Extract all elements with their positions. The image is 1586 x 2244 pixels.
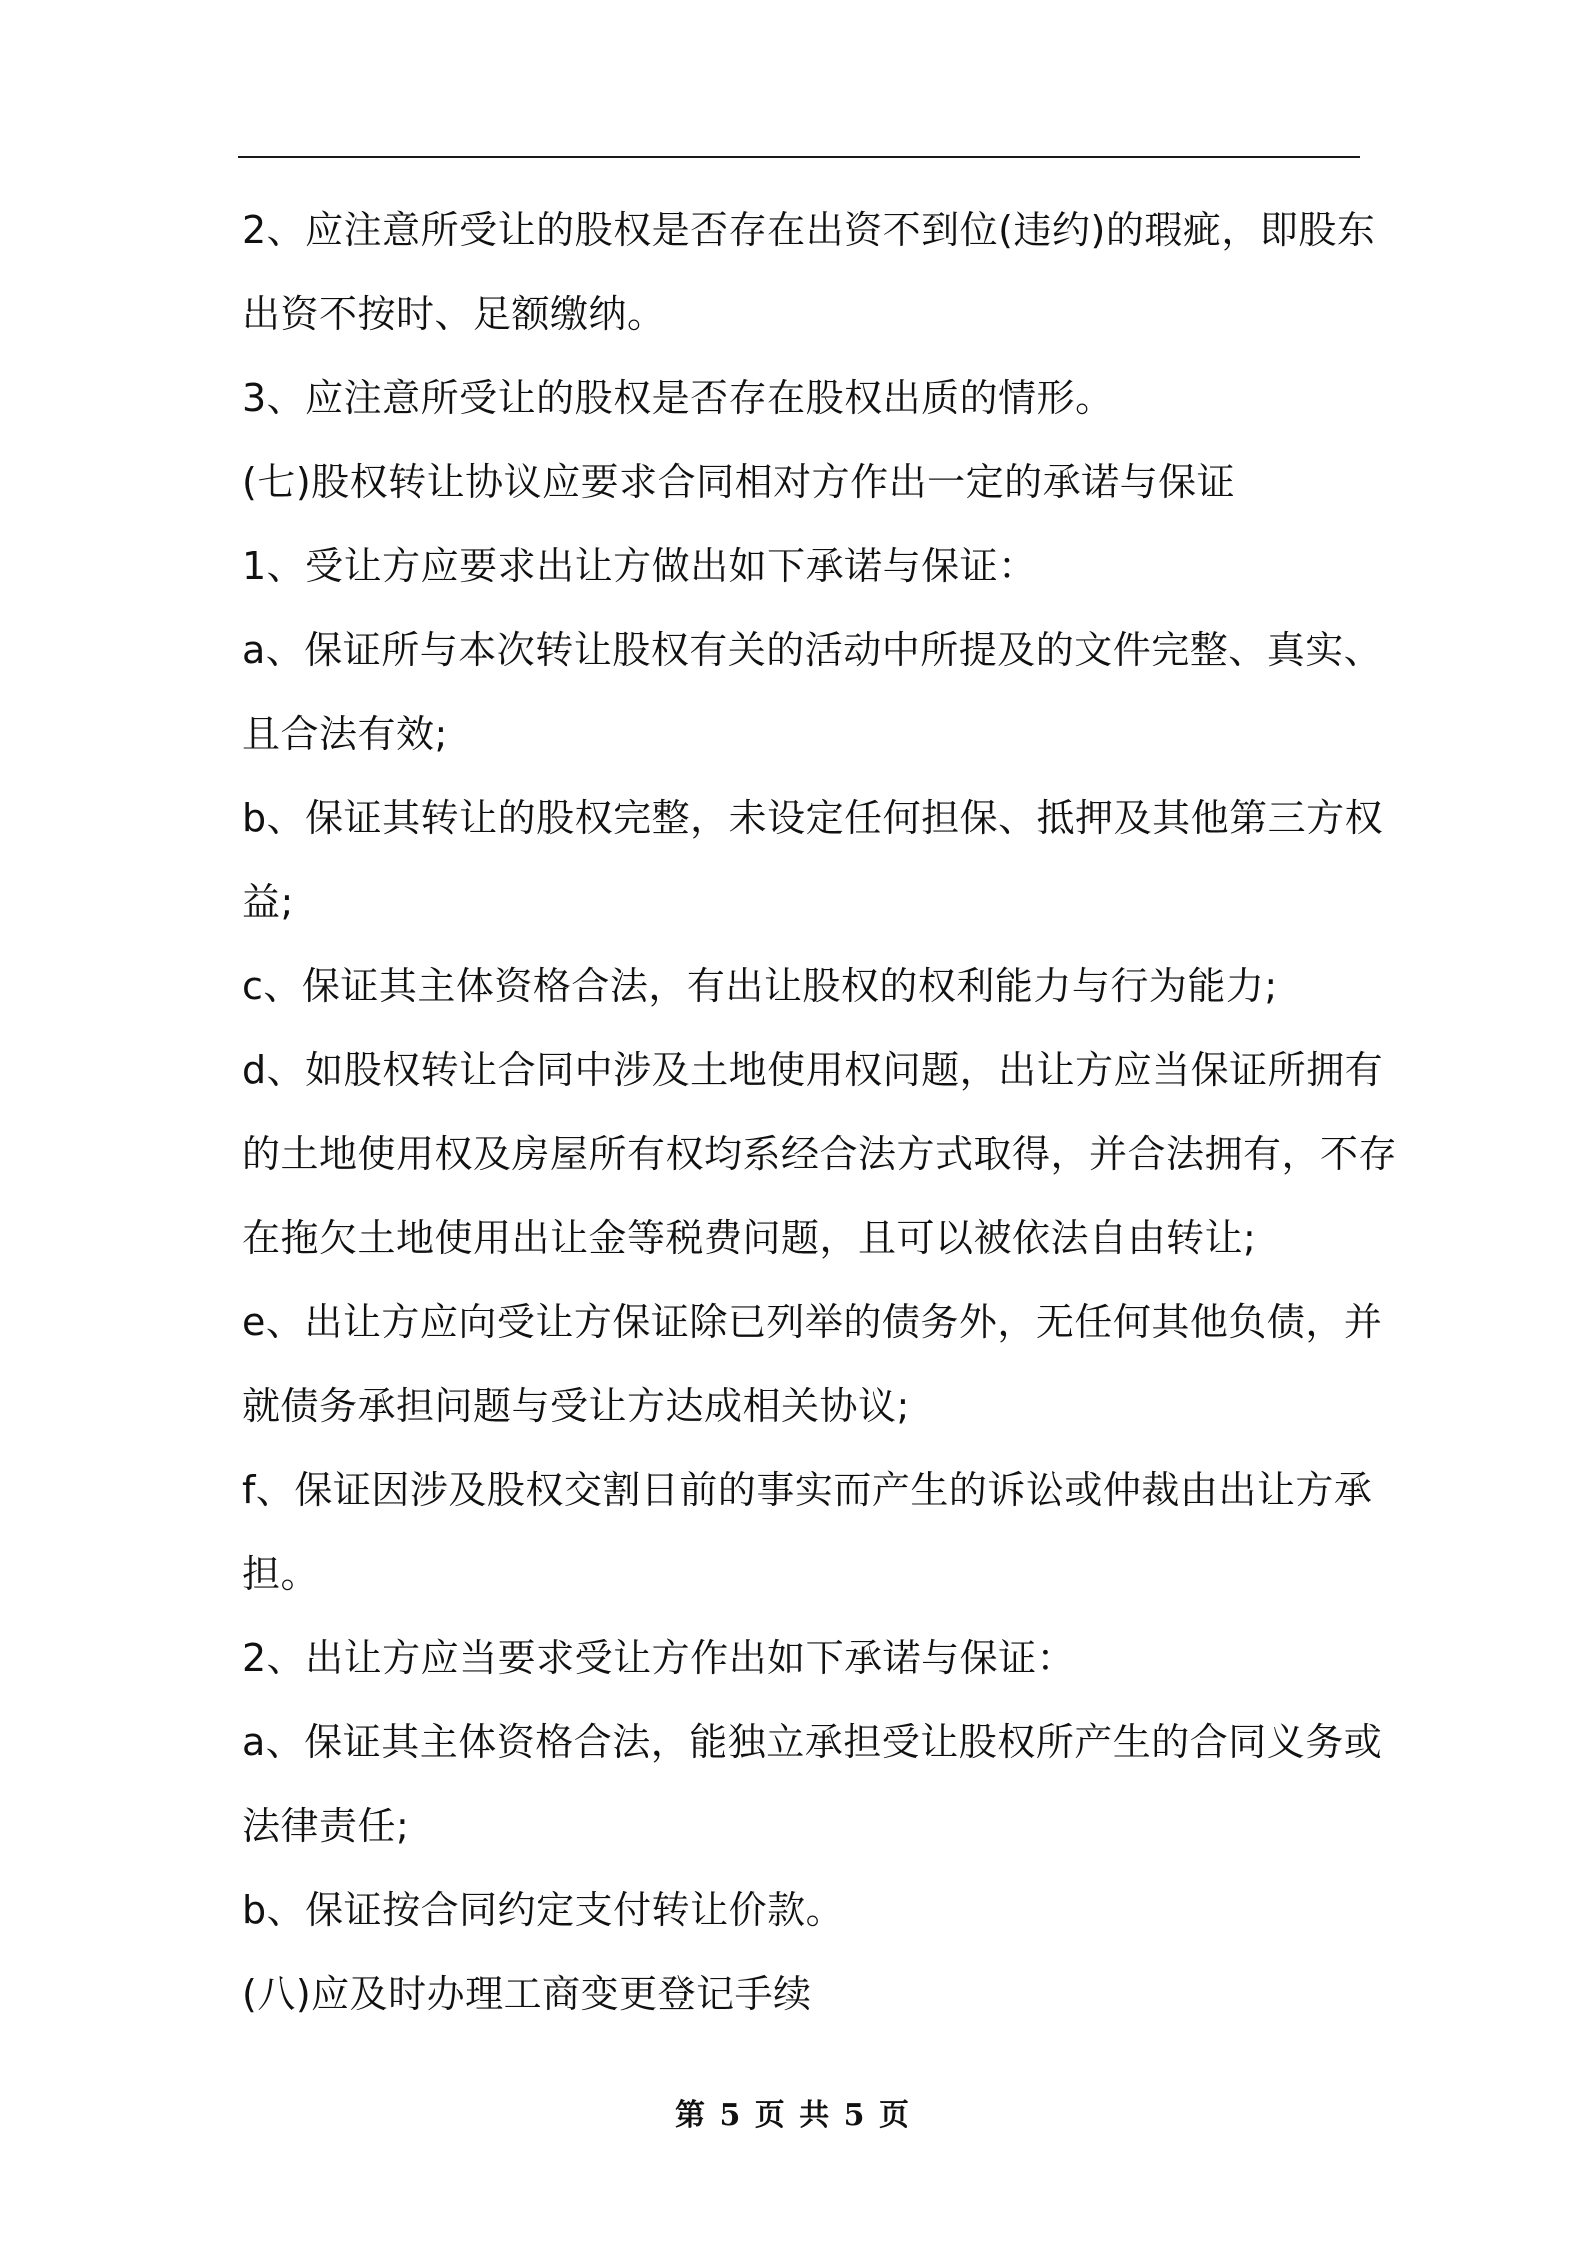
text-line: b、保证按合同约定支付转让价款。 (242, 1888, 845, 1932)
text-line: b、保证其转让的股权完整，未设定任何担保、抵押及其他第三方权 (242, 796, 1384, 840)
text-line: c、保证其主体资格合法，有出让股权的权利能力与行为能力; (242, 964, 1278, 1008)
header-rule (238, 156, 1360, 158)
section-heading: (七)股权转让协议应要求合同相对方作出一定的承诺与保证 (242, 460, 1236, 504)
text-line: 2、出让方应当要求受让方作出如下承诺与保证： (242, 1636, 1076, 1680)
text-line: 法律责任; (242, 1804, 410, 1848)
page-number: 第 5 页 共 5 页 (675, 2098, 911, 2133)
text-line: 在拖欠土地使用出让金等税费问题，且可以被依法自由转让; (242, 1216, 1257, 1260)
text-line: d、如股权转让合同中涉及土地使用权问题，出让方应当保证所拥有 (242, 1048, 1384, 1092)
text-line: a、保证所与本次转让股权有关的活动中所提及的文件完整、真实、 (242, 628, 1383, 672)
text-line: e、出让方应向受让方保证除已列举的债务外，无任何其他负债，并 (242, 1300, 1383, 1344)
text-line: 2、应注意所受让的股权是否存在出资不到位(违约)的瑕疵，即股东 (242, 208, 1376, 252)
text-line: a、保证其主体资格合法，能独立承担受让股权所产生的合同义务或 (242, 1720, 1383, 1764)
text-line: 的土地使用权及房屋所有权均系经合法方式取得，并合法拥有，不存 (242, 1132, 1398, 1176)
text-line: 担。 (242, 1552, 320, 1596)
text-line: 益; (242, 880, 294, 924)
section-heading: (八)应及时办理工商变更登记手续 (242, 1972, 812, 2016)
text-line: 就债务承担问题与受让方达成相关协议; (242, 1384, 910, 1428)
text-line: f、保证因涉及股权交割日前的事实而产生的诉讼或仲裁由出让方承 (242, 1468, 1373, 1512)
text-line: 且合法有效; (242, 712, 448, 756)
text-line: 3、应注意所受让的股权是否存在股权出质的情形。 (242, 376, 1114, 420)
text-line: 1、受让方应要求出让方做出如下承诺与保证： (242, 544, 1037, 588)
document-body (242, 188, 1398, 2036)
text-line: 出资不按时、足额缴纳。 (242, 292, 666, 336)
